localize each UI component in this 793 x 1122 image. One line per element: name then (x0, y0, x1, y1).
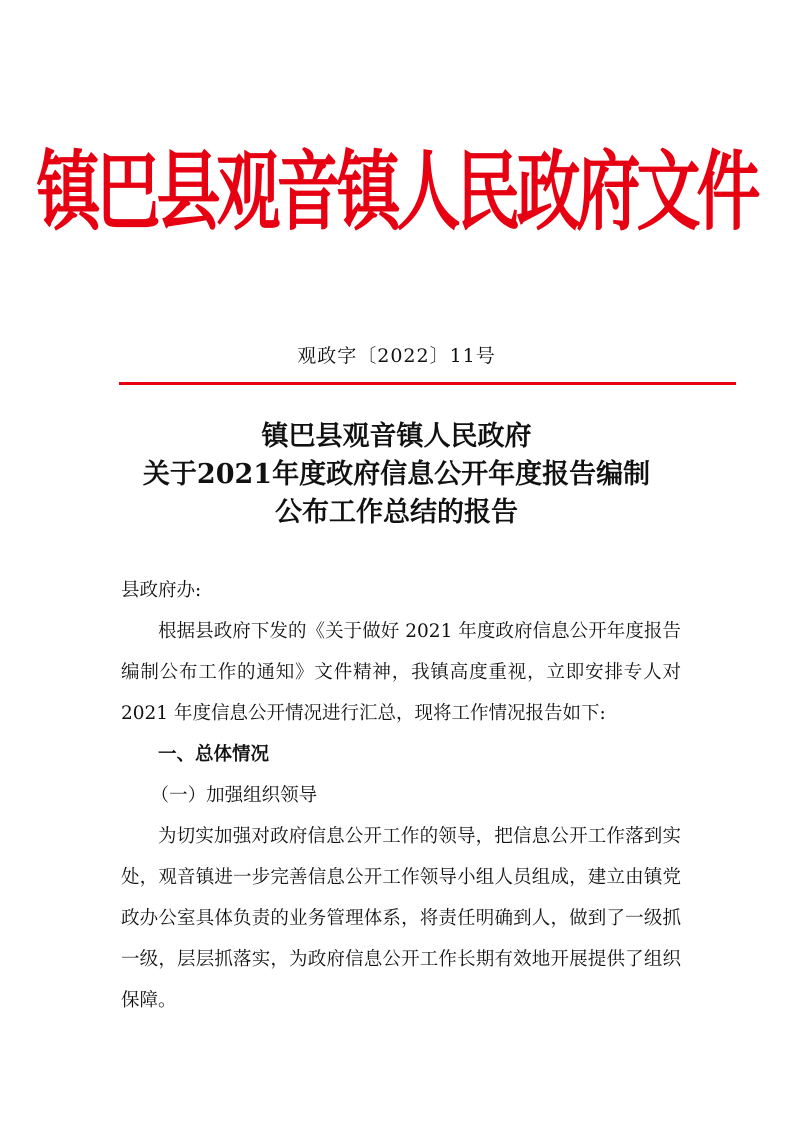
leadership-paragraph: 为切实加强对政府信息公开工作的领导，把信息公开工作落到实处，观音镇进一步完善信息公开工作领导小组人员组成，建立由镇党政办公室具体负责的业务管理体系，将责任明确到人，做到了一级抓一级，层层抓落实，为政府信息公开工作长期有效地开展提供了组织保障。 (121, 826, 681, 1011)
report-body (121, 570, 681, 1021)
salutation: 县政府办: (121, 580, 202, 601)
title-line-2: 关于2021年度政府信息公开年度报告编制 (142, 459, 651, 490)
red-divider-line (119, 382, 736, 385)
section-heading-overall: 一、总体情况 (158, 744, 270, 765)
intro-paragraph: 根据县政府下发的《关于做好 2021 年度政府信息公开年度报告编制公布工作的通知》文件精神，我镇高度重视，立即安排专人对 2021 年度信息公开情况进行汇总，现将工作情况报告如下: (121, 621, 681, 724)
red-header-text: 镇巴县观音镇人民政府文件 (36, 141, 757, 244)
document-number: 观政字〔2022〕11号 (297, 345, 496, 367)
report-title (0, 418, 793, 532)
red-header-title (0, 141, 793, 244)
title-line-3: 公布工作总结的报告 (275, 497, 518, 528)
title-line-1: 镇巴县观音镇人民政府 (261, 421, 532, 452)
subsection-heading-leadership: （一）加强组织领导 (150, 785, 318, 806)
